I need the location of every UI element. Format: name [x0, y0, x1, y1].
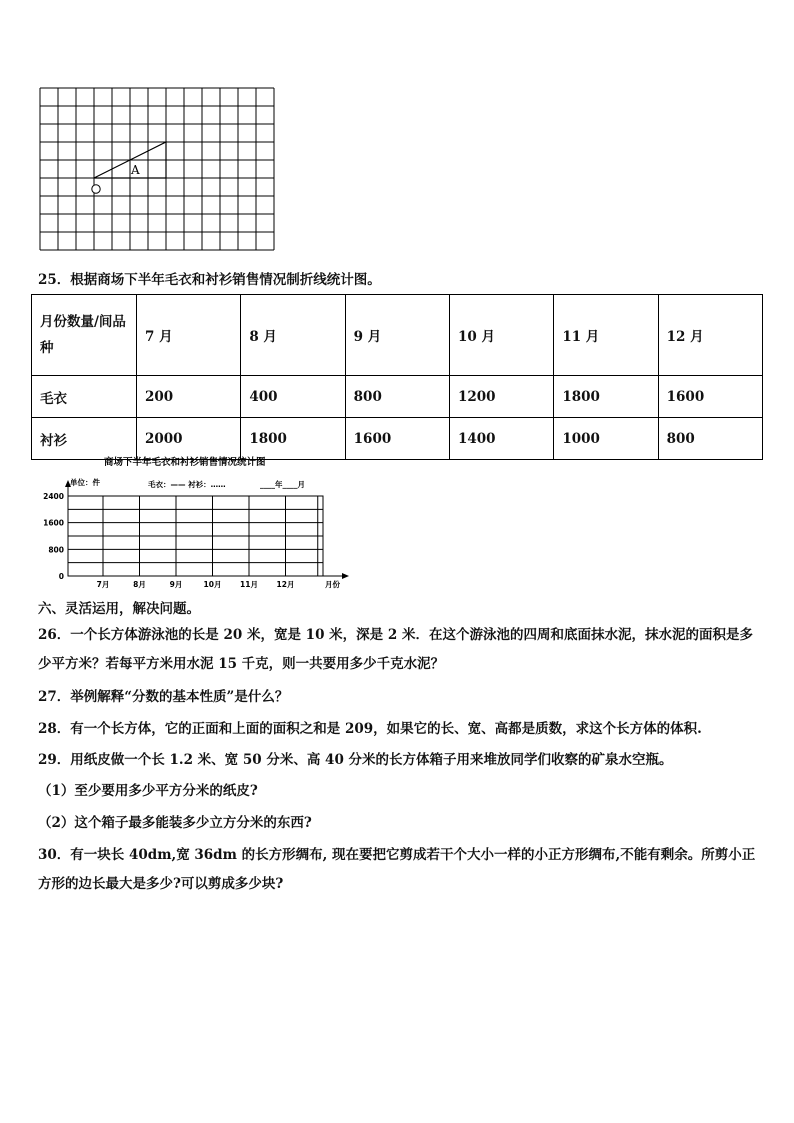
- point-o: [92, 185, 100, 193]
- triangle-label: A: [131, 163, 140, 177]
- x-tick-label: 7月: [96, 580, 110, 589]
- x-tick-label: 10月: [203, 580, 222, 589]
- question-27: 27．举例解释“分数的基本性质”是什么？: [38, 689, 289, 705]
- x-tick-label: 8月: [133, 580, 146, 589]
- table-cell: 2000: [137, 418, 241, 460]
- table-header-row: [32, 295, 763, 376]
- question-29-part-1: （1）至少要用多少平方分米的纸皮?: [38, 783, 258, 799]
- chart-grid: [65, 480, 349, 579]
- chart-marks: [43, 492, 340, 589]
- x-tick-label: 12月: [276, 580, 295, 589]
- grid-figure: [38, 87, 278, 252]
- table-cell: 1600: [658, 376, 762, 418]
- corner-header: 月份数量/间品种: [32, 295, 137, 376]
- header-month: 7 月: [137, 295, 241, 376]
- chart-unit-label: 单位：件: [70, 478, 100, 487]
- chart-title: 商场下半年毛衣和衬衫销售情况统计图: [104, 457, 266, 468]
- x-tick-label: 11月: [240, 580, 258, 589]
- table-cell: 1400: [449, 418, 553, 460]
- header-month: 8 月: [241, 295, 345, 376]
- table-row: [32, 376, 763, 418]
- question-29: 29．用纸皮做一个长 1.2 米、宽 50 分米、高 40 分米的长方体箱子用来堆放同学们收察的矿泉水空瓶。: [38, 752, 673, 768]
- table-cell: 800: [658, 418, 762, 460]
- table-cell: 1800: [554, 376, 658, 418]
- chart-legend: 毛衣：—— 衬衫：……: [148, 480, 226, 489]
- q25-text: 25．根据商场下半年毛衣和衬衫销售情况制折线统计图。: [38, 272, 381, 288]
- header-month: 11 月: [554, 295, 658, 376]
- question-29-part-2: （2）这个箱子最多能装多少立方分米的东西?: [38, 815, 312, 831]
- x-axis-arrow: [342, 573, 349, 579]
- y-tick-label: 1600: [43, 518, 64, 528]
- question-30: 30．有一块长 40dm,宽 36dm 的长方形绸布, 现在要把它剪成若干个大小一样的小正方形绸布,不能有剩余。所剪小正方形的边长最大是多少?可以剪成多少块?: [38, 847, 756, 892]
- table-cell: 400: [241, 376, 345, 418]
- x-tick-label: 9月: [169, 580, 183, 589]
- row-label: 衬衫: [32, 418, 137, 460]
- chart-date-blank: ____年____月: [260, 480, 305, 489]
- table-cell: 1000: [554, 418, 658, 460]
- line-chart: [38, 453, 358, 593]
- header-month: 10 月: [449, 295, 553, 376]
- question-26: 26．一个长方体游泳池的长是 20 米，宽是 10 米，深是 2 米．在这个游泳池的四周和底面抹水泥，抹水泥的面积是多少平方米？若每平方米用水泥 15 千克，则一共要用多少千克水泥？: [38, 627, 753, 672]
- y-tick-label: 800: [48, 545, 64, 555]
- table-cell: 200: [137, 376, 241, 418]
- row-label: 毛衣: [32, 376, 137, 418]
- table-cell: 1600: [345, 418, 449, 460]
- table-cell: 1200: [449, 376, 553, 418]
- y-tick-label: 2400: [43, 492, 64, 501]
- section-heading: 六、灵活运用，解决问题。: [38, 601, 200, 617]
- sales-table: [31, 294, 763, 460]
- x-axis-end-label: 月份: [325, 580, 340, 589]
- header-month: 12 月: [658, 295, 762, 376]
- question-28: 28．有一个长方体，它的正面和上面的面积之和是 209，如果它的长、宽、高都是质数，求这个长方体的体积.: [38, 721, 702, 737]
- y-tick-label: 0: [58, 572, 64, 581]
- table-cell: 800: [345, 376, 449, 418]
- table-cell: 1800: [241, 418, 345, 460]
- grid-lines: [40, 88, 274, 250]
- header-month: 9 月: [345, 295, 449, 376]
